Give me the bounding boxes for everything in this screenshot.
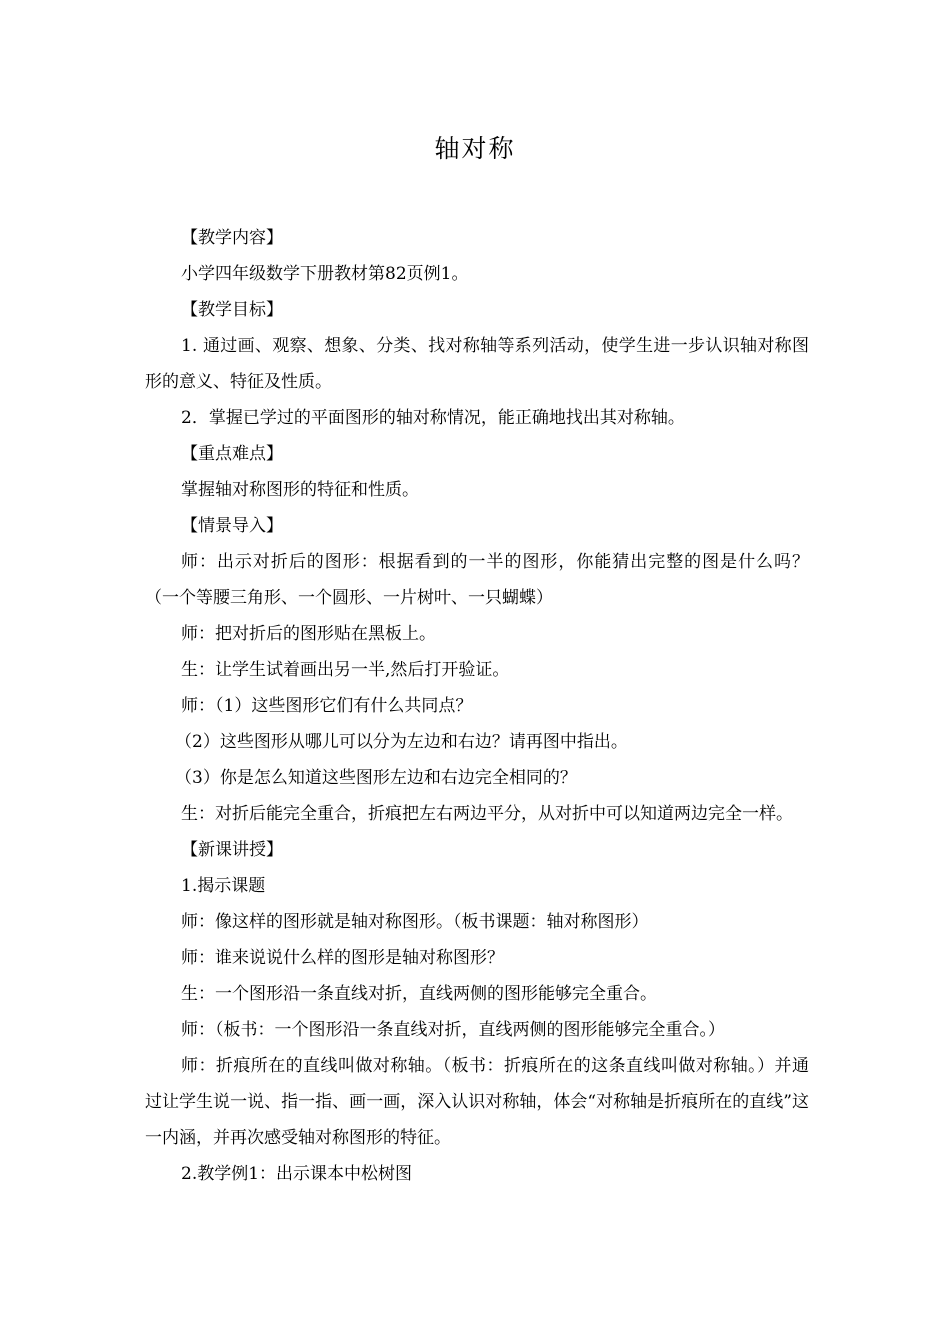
paragraph: 1. 通过画、观察、想象、分类、找对称轴等系列活动，使学生进一步认识轴对称图形的意义、特征及性质。 [145,336,809,392]
section-heading-teaching-content: 【教学内容】 [181,228,283,248]
paragraph: 2.教学例1：出示课本中松树图 [181,1164,413,1184]
paragraph: 师：折痕所在的直线叫做对称轴。（板书：折痕所在的这条直线叫做对称轴。）并通过让学生说一说、指一指、画一画，深入认识对称轴，体会“对称轴是折痕所在的直线”这一内涵，并再次感受轴对称图形的特征。 [145,1056,809,1148]
paragraph: 2．掌握已学过的平面图形的轴对称情况，能正确地找出其对称轴。 [181,408,685,428]
paragraph: 师：像这样的图形就是轴对称图形。（板书课题：轴对称图形） [181,912,649,932]
paragraph: 1.揭示课题 [181,876,266,896]
section-heading-teaching-goals: 【教学目标】 [181,300,283,320]
paragraph: 小学四年级数学下册教材第82页例1。 [181,264,469,284]
paragraph: 生：对折后能完全重合，折痕把左右两边平分，从对折中可以知道两边完全一样。 [181,804,793,824]
paragraph: 生：让学生试着画出另一半,然后打开验证。 [181,660,510,680]
document-title: 轴对称 [434,134,516,163]
paragraph: （2）这些图形从哪儿可以分为左边和右边？请再图中指出。 [175,732,628,752]
paragraph: 生：一个图形沿一条直线对折，直线两侧的图形能够完全重合。 [181,984,657,1004]
section-heading-key-points: 【重点难点】 [181,444,283,464]
document-body [145,220,809,1192]
paragraph: （3）你是怎么知道这些图形左边和右边完全相同的？ [175,768,577,788]
paragraph: 掌握轴对称图形的特征和性质。 [181,480,419,500]
section-heading-new-lesson: 【新课讲授】 [181,840,283,860]
section-heading-scenario-intro: 【情景导入】 [181,516,283,536]
paragraph: 师：把对折后的图形贴在黑板上。 [181,624,436,644]
paragraph: 师：谁来说说什么样的图形是轴对称图形？ [181,948,504,968]
paragraph: 师：（板书：一个图形沿一条直线对折，直线两侧的图形能够完全重合。） [181,1020,725,1040]
paragraph: 师：出示对折后的图形：根据看到的一半的图形，你能猜出完整的图是什么吗？（一个等腰三角形、一个圆形、一片树叶、一只蝴蝶） [145,552,809,608]
paragraph: 师：（1）这些图形它们有什么共同点？ [181,696,473,716]
